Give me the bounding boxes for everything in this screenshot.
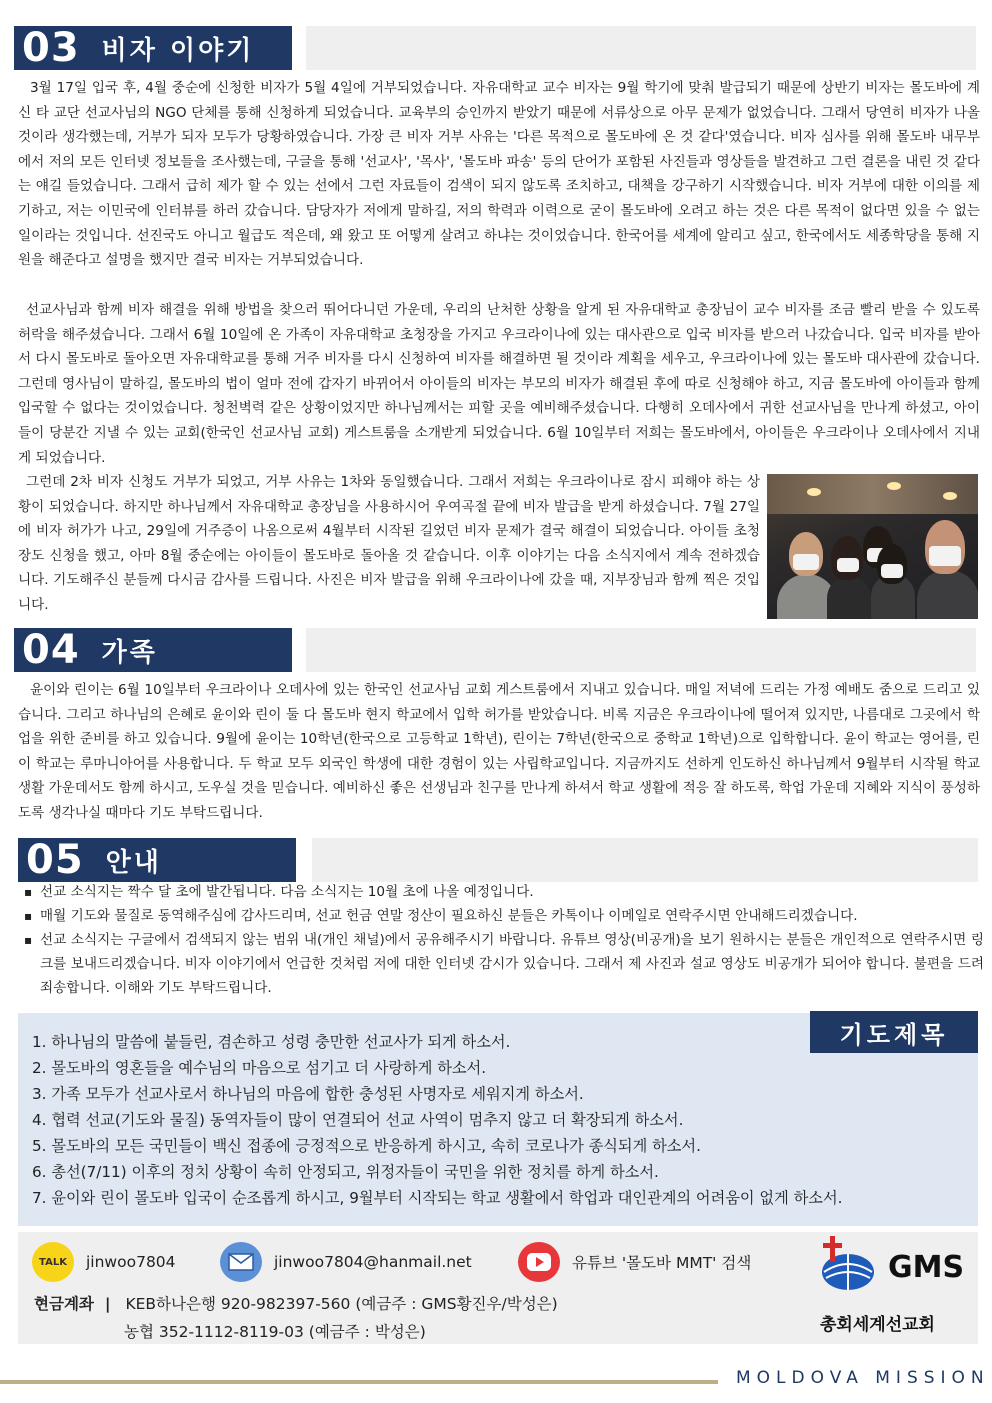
prayer-item: 7. 윤이와 린이 몰도바 입국이 순조롭게 하시고, 9월부터 시작되는 학교 생활에서 학업과 대인관계의 어려움이 없게 하소서. xyxy=(32,1189,843,1207)
email-contact[interactable] xyxy=(220,1242,472,1282)
email-address: jinwoo7804@hanmail.net xyxy=(274,1253,472,1271)
footer-rule xyxy=(0,1380,718,1384)
section-title: 안내 xyxy=(105,847,162,878)
notice-item: ▪ 선교 소식지는 구글에서 검색되지 않는 범위 내(개인 채널)에서 공유해주시기 바랍니다. 유튜브 영상(비공개)을 보기 원하시는 분들은 개인적으로 연락주시면 링크를 보내드리겠습니다. 비자 이야기에서 언급한 것처럼 저에 대한 인터넷 감시가 있습니다. 그래서 제 사진과 설교 영상도 비공개가 되어야 합니다. 불편을 드려 죄송합니다. 이해와 기도 부탁드립니다. xyxy=(24,928,984,1000)
prayer-item: 4. 협력 선교(기도와 물질) 동역자들이 많이 연결되어 선교 사역이 멈추지 않고 더 확장되게 하소서. xyxy=(32,1111,684,1129)
section-number: 03 xyxy=(22,25,80,71)
section-title: 가족 xyxy=(101,637,158,668)
mail-icon xyxy=(220,1242,262,1282)
prayer-item: 2. 몰도바의 영혼들을 예수님의 마음으로 섬기고 더 사랑하게 하소서. xyxy=(32,1059,487,1077)
youtube-icon xyxy=(518,1242,560,1282)
youtube-contact[interactable] xyxy=(518,1242,751,1282)
youtube-search: 유튜브 '몰도바 MMT' 검색 xyxy=(572,1254,752,1272)
kakao-id: jinwoo7804 xyxy=(86,1253,176,1271)
kakao-contact[interactable] xyxy=(32,1242,176,1282)
section-05-header xyxy=(18,838,296,882)
bank-line-1: 현금계좌 | KEB하나은행 920-982397-560 (예금주 : GMS황진우/박성은) xyxy=(34,1295,558,1313)
visa-paragraph-2: 선교사님과 함께 비자 해결을 위해 방법을 찾으러 뛰어다니던 가운데, 우리의 난처한 상황을 알게 된 자유대학교 총장님이 교수 비자를 조금 빨리 받을 수 있도록 허락을 해주셨습니다. 그래서 6월 10일에 온 가족이 자유대학교 초청장을 가지고 우크라이나에 있는 대사관으로 입국 비자를 받으러 나갔습니다. 입국 비자를 받아서 다시 몰도바로 돌아오면 자유대학교를 통해 거주 비자를 다시 신청하여 비자를 해결하면 될 것이라 계획을 세우고, 우크라이나에 있는 몰도바 대사관에 갔습니다. 그런데 영사님이 말하길, 몰도바의 법이 얼마 전에 갑자기 바뀌어서 아이들의 비자는 부모의 비자가 해결된 후에 따로 신청해야 하고, 지금 몰도바에 아이들과 함께 입국할 수 없다는 것이었습니다. 청천벽력 같은 상황이었지만 하나님께서는 피할 곳을 예비해주셨습니다. 다행히 오데사에서 귀한 선교사님을 만나게 하셨고, 아이들이 당분간 지낼 수 있는 교회(한국인 선교사님 교회) 게스트룸을 소개받게 되었습니다. 6월 10일부터 저희는 몰도바에서, 아이들은 우크라이나 오데사에서 지내게 되었습니다. xyxy=(18,302,980,466)
bank-line-2 xyxy=(124,1320,426,1342)
footer-text: MOLDOVA MISSION xyxy=(736,1368,990,1388)
notice-item: ▪ 선교 소식지는 짝수 달 초에 발간됩니다. 다음 소식지는 10월 초에 나올 예정입니다. xyxy=(24,880,984,904)
visa-paragraph-3: 그런데 2차 비자 신청도 거부가 되었고, 거부 사유는 1차와 동일했습니다. 그래서 저희는 우크라이나로 잠시 피해야 하는 상황이 되었습니다. 하지만 하나님께서 자유대학교 총장님을 사용하시어 우여곡절 끝에 비자 발급을 받게 하셨습니다. 7월 27일에 비자 허가가 나고, 29일에 거주증이 나옴으로써 4월부터 시작된 길었던 비자 문제가 결국 해결이 되었습니다. 아이들 초청장도 신청을 했고, 아마 8월 중순에는 아이들이 몰도바로 돌아올 것 같습니다. 이후 이야기는 다음 소식지에서 계속 전하겠습니다. 기도해주신 분들께 다시금 감사를 드립니다. 사진은 비자 발급을 위해 우크라이나에 갔을 때, 지부장님과 함께 찍은 것입니다. xyxy=(18,474,760,613)
prayer-list xyxy=(32,1029,842,1211)
visa-paragraph-1: 3월 17일 입국 후, 4월 중순에 신청한 비자가 5월 4일에 거부되었습니다. 자유대학교 교수 비자는 9월 학기에 맞춰 발급되기 때문에 상반기 비자는 몰도바에 계신 타 교단 선교사님의 NGO 단체를 통해 신청하게 되었습니다. 교육부의 승인까지 받았기 때문에 서류상으로 아무 문제가 없었습니다. 그래서 당연히 비자가 나올 것이라 생각했는데, 거부가 되자 모두가 당황하였습니다. 가장 큰 비자 거부 사유는 '다른 목적으로 몰도바에 온 것 같다'였습니다. 비자 심사를 위해 몰도바 내무부에서 저의 모든 인터넷 정보들을 조사했는데, 구글을 통해 '선교사', '목사', '몰도바 파송' 등의 단어가 포함된 사진들과 영상들을 발견하고 그런 결론을 내린 것 같다는 얘길 들었습니다. 그래서 급히 제가 할 수 있는 선에서 그런 자료들이 검색이 되지 않도록 조치하고, 대책을 강구하기 시작했습니다. 비자 거부에 대한 이의를 제기하고, 저는 이민국에 인터뷰를 하러 갔습니다. 담당자가 저에게 말하길, 저의 학력과 이력으로 굳이 몰도바에 오려고 하는 것은 다른 목적이 없다면 있을 수 없는 일이라는 것입니다. 선진국도 아니고 월급도 적은데, 왜 왔고 또 어떻게 살려고 하냐는 것이었습니다. 한국어를 세계에 알리고 싶고, 한국에서도 세종학당을 통해 지원을 해준다고 설명을 했지만 결국 비자는 거부되었습니다. xyxy=(18,80,980,269)
section-04-header xyxy=(14,628,292,672)
prayer-item: 3. 가족 모두가 선교사로서 하나님의 마음에 합한 충성된 사명자로 세워지게 하소서. xyxy=(32,1085,584,1103)
section-03-header xyxy=(14,26,292,70)
bank-account-1: KEB하나은행 920-982397-560 (예금주 : GMS황진우/박성은) xyxy=(125,1295,558,1313)
section-05-bar xyxy=(312,838,978,882)
org-name: 총회세계선교회 xyxy=(820,1315,935,1335)
section-03-bar xyxy=(306,26,976,70)
prayer-item: 1. 하나님의 말씀에 붙들린, 겸손하고 성령 충만한 선교사가 되게 하소서. xyxy=(32,1033,511,1051)
notice-list xyxy=(24,880,984,1000)
prayer-item: 6. 총선(7/11) 이후의 정치 상황이 속히 안정되고, 위정자들이 국민을 위한 정치를 하게 하소서. xyxy=(32,1163,659,1181)
bank-label: 현금계좌 xyxy=(34,1295,94,1313)
prayer-title: 기도제목 xyxy=(810,1011,978,1053)
prayer-item: 5. 몰도바의 모든 국민들이 백신 접종에 긍정적으로 반응하게 하시고, 속히 코로나가 종식되게 하소서. xyxy=(32,1137,701,1155)
kakaotalk-icon: TALK xyxy=(32,1242,74,1282)
section-title: 비자 이야기 xyxy=(101,35,255,66)
section-number: 05 xyxy=(26,837,84,883)
bank-account-2: 농협 352-1112-8119-03 (예금주 : 박성은) xyxy=(124,1323,426,1341)
section-number: 04 xyxy=(22,627,80,673)
gms-logo-text: GMS xyxy=(888,1250,965,1285)
section-04-bar xyxy=(306,628,976,672)
family-paragraph: 윤이와 린이는 6월 10일부터 우크라이나 오데사에 있는 한국인 선교사님 교회 게스트룸에서 지내고 있습니다. 매일 저녁에 드리는 가정 예배도 줌으로 드리고 있습니다. 그리고 하나님의 은혜로 윤이와 린이 둘 다 몰도바 현지 학교에서 입학 허가를 받았습니다. 비록 지금은 우크라이나에 떨어져 있지만, 나름대로 그곳에서 학업을 위한 준비를 하고 있습니다. 9월에 윤이는 10학년(한국으로 고등학교 1학년), 린이는 7학년(한국으로 중학교 1학년)으로 입학합니다. 윤이 학교는 영어를, 린이 학교는 루마니아어를 사용합니다. 두 학교 모두 외국인 학생에 대한 경험이 있는 사립학교입니다. 지금까지도 선하게 인도하신 하나님께서 9월부터 시작될 학교 생활 가운데서도 함께 하시고, 도우실 것을 믿습니다. 예비하신 좋은 선생님과 친구를 만나게 하셔서 학교 생활에 적응 잘 하도록, 학업 가운데 지혜와 지식이 풍성하도록 생각나실 때마다 기도 부탁드립니다. xyxy=(18,682,981,821)
notice-item: ▪ 매월 기도와 물질로 동역해주심에 감사드리며, 선교 헌금 연말 정산이 필요하신 분들은 카톡이나 이메일로 연락주시면 안내해드리겠습니다. xyxy=(24,904,984,928)
group-photo xyxy=(767,474,978,619)
